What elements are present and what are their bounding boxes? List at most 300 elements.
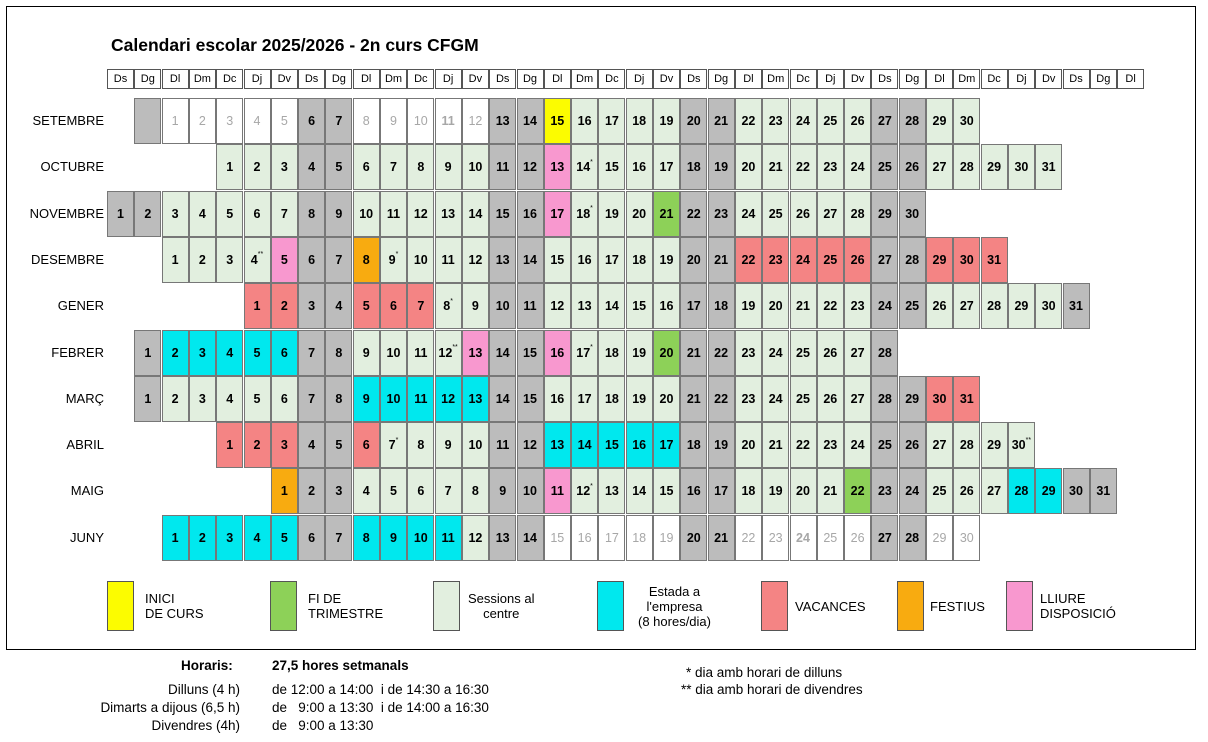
- day-cell: [598, 191, 625, 237]
- day-cell: [325, 515, 352, 561]
- day-cell: [462, 376, 489, 422]
- day-number: 14: [523, 252, 537, 267]
- day-number: 21: [768, 160, 783, 175]
- day-cell: [462, 237, 489, 283]
- day-number: 20: [686, 114, 701, 128]
- day-cell: [626, 468, 653, 514]
- day-number: 8: [362, 530, 370, 545]
- day-number: 18: [604, 391, 619, 406]
- day-number: 29: [1014, 299, 1029, 314]
- day-number: 21: [768, 438, 783, 453]
- day-cell: [462, 283, 489, 329]
- day-number: 10: [413, 530, 428, 545]
- day-number: 28: [877, 391, 892, 406]
- day-cell: [653, 422, 680, 468]
- day-cell: [462, 330, 489, 376]
- weekday-header: Dc: [216, 69, 243, 89]
- day-cell: [899, 376, 926, 422]
- day-number: 4: [198, 206, 206, 221]
- day-number: 24: [768, 345, 783, 360]
- day-number: 14: [523, 530, 537, 545]
- day-number: 1: [117, 206, 124, 221]
- day-number: 16: [686, 484, 701, 499]
- day-cell: [325, 468, 352, 514]
- day-number: 11: [441, 530, 455, 545]
- day-number: 27: [850, 345, 865, 360]
- day-cell: [790, 283, 817, 329]
- day-number: 29: [1041, 484, 1056, 499]
- day-number: 16: [577, 252, 592, 267]
- day-cell: [762, 191, 789, 237]
- day-cell: [762, 283, 789, 329]
- day-number: 14: [632, 484, 647, 499]
- day-cell: [162, 515, 189, 561]
- day-number: 18: [632, 252, 647, 267]
- day-cell: [162, 376, 189, 422]
- day-cell: [571, 191, 598, 237]
- day-number: 27: [932, 160, 947, 175]
- day-cell: [298, 515, 325, 561]
- day-number: 20: [768, 299, 783, 314]
- day-number: 30: [959, 252, 974, 267]
- weekday-header: Dl: [735, 69, 762, 89]
- day-cell: [544, 144, 571, 190]
- day-cell: [598, 330, 625, 376]
- day-cell: [708, 422, 735, 468]
- weekday-header: Dg: [134, 69, 161, 89]
- day-number: 25: [877, 438, 892, 453]
- month-label: ABRIL: [66, 437, 104, 453]
- day-cell: [544, 237, 571, 283]
- day-cell: [435, 468, 462, 514]
- day-number: 29: [905, 391, 920, 406]
- day-cell: [1008, 422, 1035, 468]
- day-number: 18: [632, 530, 647, 545]
- day-cell: [134, 191, 161, 237]
- day-cell: [517, 237, 544, 283]
- day-number: 6: [390, 299, 397, 314]
- day-cell: [926, 515, 953, 561]
- day-number: 29: [987, 160, 1002, 175]
- day-number: 1: [253, 299, 261, 314]
- legend-swatch: [107, 581, 134, 631]
- day-number: 23: [768, 252, 783, 267]
- day-number: 22: [714, 391, 729, 406]
- day-number: 5: [362, 299, 370, 314]
- day-cell: [216, 515, 243, 561]
- weekday-header: Ds: [298, 69, 325, 89]
- day-cell: [708, 191, 735, 237]
- footnote-single: * dia amb horari de dilluns: [686, 665, 843, 680]
- day-number: 15: [495, 206, 510, 221]
- day-number: 28: [987, 299, 1002, 314]
- day-number: 4: [335, 299, 343, 314]
- day-number: 19: [741, 299, 756, 314]
- weekday-header: Dm: [380, 69, 407, 89]
- day-number: 9: [471, 299, 479, 314]
- day-number: 25: [932, 484, 947, 499]
- legend-label: [795, 599, 866, 614]
- day-cell: [216, 422, 243, 468]
- day-cell: [325, 191, 352, 237]
- day-number: 21: [714, 530, 729, 545]
- day-cell: [435, 376, 462, 422]
- day-number: 26: [850, 530, 865, 545]
- day-number: 1: [226, 160, 234, 175]
- day-number: 14: [523, 114, 537, 128]
- day-cell: [708, 98, 735, 144]
- day-number: 7: [388, 438, 396, 453]
- day-cell: [489, 191, 516, 237]
- schedule-day: Divendres (4h): [151, 718, 240, 733]
- day-number: 26: [850, 252, 865, 267]
- legend-label-line: centre: [483, 606, 520, 621]
- day-cell: [817, 422, 844, 468]
- day-cell: [926, 422, 953, 468]
- day-number: 13: [550, 438, 565, 453]
- day-cell: [762, 98, 789, 144]
- day-number: 16: [632, 438, 647, 453]
- day-cell: [844, 468, 871, 514]
- day-number: 10: [468, 160, 483, 175]
- day-number: 19: [714, 438, 729, 453]
- weekday-header: Dv: [271, 69, 298, 89]
- day-cell: [626, 422, 653, 468]
- day-cell: [790, 376, 817, 422]
- day-cell: [953, 144, 980, 190]
- day-cell: [653, 376, 680, 422]
- day-number: 2: [198, 252, 206, 267]
- day-cell: [953, 237, 980, 283]
- legend-label-line: INICI: [145, 591, 175, 606]
- day-cell: [162, 237, 189, 283]
- day-cell: [325, 422, 352, 468]
- day-number: 1: [171, 252, 179, 267]
- day-cell: [899, 98, 926, 144]
- day-number: 19: [714, 160, 729, 175]
- day-number: 1: [226, 438, 234, 453]
- month-label: JUNY: [70, 529, 104, 545]
- day-cell: [380, 515, 407, 561]
- day-cell: [489, 422, 516, 468]
- day-cell: [353, 330, 380, 376]
- day-number: 12: [523, 438, 537, 453]
- legend-label-line: Estada a: [648, 583, 701, 599]
- day-number: 27: [850, 391, 865, 406]
- legend-label-line: (8 hores/dia): [638, 613, 711, 629]
- day-cell: [353, 98, 380, 144]
- day-number: 10: [468, 438, 483, 453]
- day-number: 23: [768, 114, 783, 128]
- day-number: 16: [550, 345, 565, 360]
- day-number: 13: [495, 530, 510, 545]
- day-cell: [844, 283, 871, 329]
- day-number: 13: [468, 345, 483, 360]
- day-cell: [762, 376, 789, 422]
- day-cell: [844, 144, 871, 190]
- day-cell: [598, 144, 625, 190]
- day-cell: [598, 468, 625, 514]
- day-number: 8: [417, 438, 425, 453]
- day-number: 8: [443, 299, 451, 314]
- day-cell: [735, 283, 762, 329]
- day-footnote-mark: *: [395, 251, 399, 259]
- weekday-header: Dg: [708, 69, 735, 89]
- day-footnote-mark: **: [1025, 436, 1032, 444]
- day-cell: [626, 515, 653, 561]
- day-number: 13: [577, 299, 592, 314]
- day-cell: [489, 376, 516, 422]
- legend-label-line: LLIURE: [1040, 591, 1086, 606]
- day-cell: [571, 144, 598, 190]
- day-number: 18: [576, 206, 591, 221]
- day-footnote-mark: *: [590, 344, 593, 351]
- day-cell: [134, 376, 161, 422]
- day-number: 25: [796, 345, 810, 360]
- day-number: 2: [198, 530, 206, 545]
- day-number: 10: [386, 391, 401, 406]
- day-footnote-mark: *: [590, 482, 593, 490]
- day-number: 24: [905, 484, 920, 499]
- day-number: 14: [495, 391, 510, 406]
- day-cell: [899, 422, 926, 468]
- weekday-header: Ds: [871, 69, 898, 89]
- weekday-header: Ds: [489, 69, 516, 89]
- day-number: 11: [414, 345, 428, 360]
- day-number: 30: [1069, 484, 1083, 499]
- day-number: 26: [959, 484, 974, 499]
- day-cell: [489, 515, 516, 561]
- day-number: 1: [171, 530, 179, 545]
- weekday-header: Dg: [1090, 69, 1117, 89]
- day-number: 24: [877, 299, 892, 314]
- day-cell: [598, 515, 625, 561]
- day-cell: [680, 144, 707, 190]
- day-number: 20: [741, 160, 756, 175]
- day-number: 26: [905, 160, 920, 175]
- day-footnote-mark: *: [590, 205, 593, 213]
- day-number: 2: [171, 345, 179, 360]
- day-cell: [462, 191, 489, 237]
- day-cell: [817, 376, 844, 422]
- day-cell: [680, 515, 707, 561]
- day-cell: [380, 98, 407, 144]
- day-cell: [298, 144, 325, 190]
- legend-label: [638, 584, 711, 629]
- day-number: 27: [877, 530, 892, 545]
- day-number: 15: [604, 438, 619, 453]
- day-number: 16: [577, 530, 592, 545]
- day-number: 8: [471, 484, 479, 499]
- legend-swatch: [433, 581, 460, 631]
- day-cell: [844, 191, 871, 237]
- day-cell: [380, 237, 407, 283]
- day-cell: [407, 422, 434, 468]
- day-number: 9: [390, 114, 397, 128]
- day-number: 8: [335, 345, 343, 360]
- day-cell: [708, 468, 735, 514]
- day-cell: [407, 237, 434, 283]
- legend-label: [1040, 591, 1116, 621]
- day-number: 30: [905, 206, 920, 221]
- day-cell: [680, 237, 707, 283]
- day-cell: [462, 468, 489, 514]
- day-cell: [189, 237, 216, 283]
- day-footnote-mark: *: [450, 297, 453, 305]
- day-cell: [107, 191, 134, 237]
- month-label: OCTUBRE: [40, 159, 104, 175]
- day-number: 22: [796, 160, 810, 175]
- day-number: 7: [308, 345, 316, 360]
- day-cell: [353, 422, 380, 468]
- day-number: 13: [495, 252, 510, 267]
- day-cell: [271, 237, 298, 283]
- day-cell: [544, 330, 571, 376]
- day-number: 11: [386, 206, 401, 221]
- day-number: 13: [604, 484, 619, 499]
- day-number: 23: [877, 484, 892, 499]
- day-cell: [380, 468, 407, 514]
- day-number: 11: [550, 484, 564, 499]
- day-number: 20: [632, 206, 647, 221]
- legend-swatch: [761, 581, 788, 631]
- day-cell: [981, 422, 1008, 468]
- schedule-time: de 9:00 a 13:30: [272, 718, 374, 733]
- day-cell: [571, 330, 598, 376]
- day-number: 17: [577, 391, 592, 406]
- day-cell: [435, 515, 462, 561]
- schedule-day: Dilluns (4 h): [167, 682, 240, 697]
- day-cell: [790, 98, 817, 144]
- day-cell: [244, 237, 271, 283]
- day-cell: [899, 144, 926, 190]
- day-cell: [134, 98, 161, 144]
- day-cell: [216, 98, 243, 144]
- legend-label-line: DE CURS: [145, 606, 204, 621]
- day-number: 17: [659, 160, 674, 175]
- day-cell: [708, 376, 735, 422]
- day-cell: [435, 283, 462, 329]
- legend-label: [308, 591, 383, 621]
- day-number: 15: [523, 391, 537, 406]
- day-cell: [544, 422, 571, 468]
- day-cell: [244, 376, 271, 422]
- day-cell: [926, 376, 953, 422]
- day-number: 26: [850, 114, 865, 128]
- day-number: 23: [768, 530, 783, 545]
- day-cell: [762, 330, 789, 376]
- day-number: 19: [632, 391, 647, 406]
- day-number: 3: [198, 391, 206, 406]
- day-cell: [325, 283, 352, 329]
- schedule-day: Dimarts a dijous (6,5 h): [100, 700, 240, 715]
- day-number: 10: [413, 114, 428, 128]
- day-cell: [435, 237, 462, 283]
- day-footnote-mark: **: [257, 251, 264, 259]
- legend-swatch: [897, 581, 924, 631]
- day-cell: [380, 376, 407, 422]
- day-number: 29: [987, 438, 1002, 453]
- day-number: 12: [413, 206, 428, 221]
- day-number: 30: [1014, 160, 1029, 175]
- horaris-label: Horaris:: [181, 658, 233, 673]
- day-number: 23: [714, 206, 729, 221]
- day-cell: [926, 98, 953, 144]
- weekday-header: Dm: [762, 69, 789, 89]
- day-cell: [899, 191, 926, 237]
- day-number: 27: [987, 484, 1002, 499]
- day-cell: [762, 144, 789, 190]
- legend-label-line: FESTIUS: [930, 598, 985, 614]
- weekday-header: Dc: [407, 69, 434, 89]
- weekday-header: Dl: [544, 69, 571, 89]
- day-number: 10: [359, 206, 374, 221]
- legend-label-line: TRIMESTRE: [308, 606, 384, 621]
- day-cell: [517, 330, 544, 376]
- day-cell: [462, 144, 489, 190]
- day-cell: [435, 422, 462, 468]
- day-cell: [244, 283, 271, 329]
- day-number: 21: [823, 484, 838, 499]
- day-cell: [1035, 283, 1062, 329]
- day-number: 8: [308, 206, 316, 221]
- day-number: 15: [523, 345, 537, 360]
- weekday-header: Dl: [926, 69, 953, 89]
- month-label: SETEMBRE: [32, 113, 104, 128]
- day-cell: [489, 237, 516, 283]
- legend-label-line: l'empresa: [646, 598, 703, 614]
- day-cell: [462, 98, 489, 144]
- day-number: 25: [796, 391, 810, 406]
- day-cell: [571, 515, 598, 561]
- legend-label-line: DISPOSICIÓ: [1040, 606, 1116, 621]
- day-number: 30: [959, 114, 974, 128]
- day-cell: [298, 468, 325, 514]
- weekday-header: Dc: [598, 69, 625, 89]
- day-cell: [271, 191, 298, 237]
- day-cell: [817, 98, 844, 144]
- day-number: 16: [659, 299, 674, 314]
- day-number: 16: [550, 391, 565, 406]
- day-cell: [626, 191, 653, 237]
- day-cell: [899, 283, 926, 329]
- day-cell: [735, 191, 762, 237]
- day-number: 21: [714, 114, 729, 128]
- day-number: 20: [686, 252, 701, 267]
- day-cell: [380, 144, 407, 190]
- weekday-header: Dg: [517, 69, 544, 89]
- day-cell: [680, 376, 707, 422]
- day-number: 2: [308, 484, 316, 499]
- day-cell: [653, 468, 680, 514]
- day-cell: [817, 515, 844, 561]
- day-cell: [762, 237, 789, 283]
- day-cell: [817, 468, 844, 514]
- horaris-value: 27,5 hores setmanals: [272, 658, 409, 673]
- day-cell: [189, 330, 216, 376]
- day-cell: [353, 144, 380, 190]
- day-number: 2: [253, 160, 261, 175]
- weekday-header: Dg: [325, 69, 352, 89]
- weekday-header: Dj: [817, 69, 844, 89]
- day-number: 30: [932, 391, 947, 406]
- day-cell: [271, 376, 298, 422]
- day-number: 9: [335, 206, 343, 221]
- legend-label-line: VACANCES: [795, 598, 866, 614]
- day-cell: [817, 191, 844, 237]
- day-cell: [680, 98, 707, 144]
- day-number: 20: [659, 391, 674, 406]
